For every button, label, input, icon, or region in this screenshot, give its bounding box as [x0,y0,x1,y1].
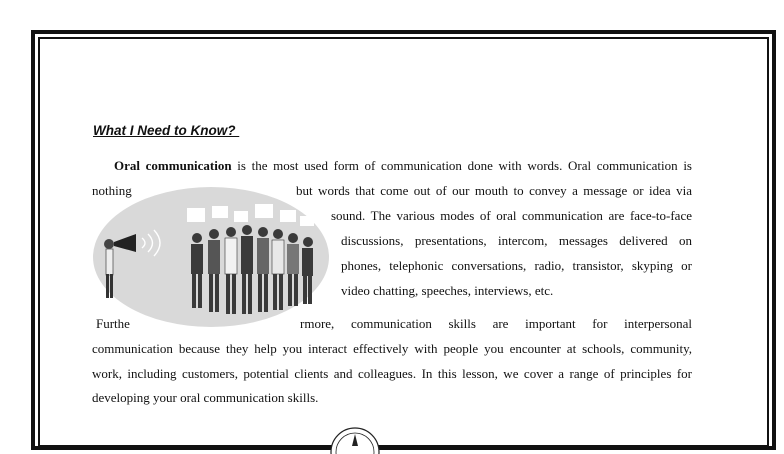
paragraph2-line4: developing your oral communication skills. [92,390,319,405]
paragraph1-line2-left: nothing [92,183,132,198]
paragraph2-line2: communication because they help you interact effectively with people you encounter at schools, community, [92,341,692,356]
paragraph1-line1 [92,158,692,174]
paragraph1-line3: sound. The various modes of oral communication are face-to-face [331,208,692,223]
paragraph2-line3: work, including customers, potential clients and colleagues. In this lesson, we cover a range of principles for [92,366,692,381]
paragraph1-bold-term: Oral communication [114,158,232,173]
paragraph1-line2-right: but words that come out of our mouth to convey a message or idea via [296,183,692,198]
paragraph1-line5: phones, telephonic conversations, radio, transistor, skyping or [341,258,692,273]
seal-logo-icon [330,424,380,454]
section-heading: What I Need to Know? [93,123,240,138]
paragraph1-line1-text: is the most used form of communication done with words. Oral communication is [231,158,692,173]
megaphone-crowd-illustration [92,186,330,328]
paragraph1-line4: discussions, presentations, intercom, messages delivered on [341,233,692,248]
paragraph2-line1-left: Furthe [96,316,130,331]
paragraph1-line6: video chatting, speeches, interviews, etc. [341,283,554,298]
paragraph2-line1-right: rmore, communication skills are important for interpersonal [300,316,692,331]
